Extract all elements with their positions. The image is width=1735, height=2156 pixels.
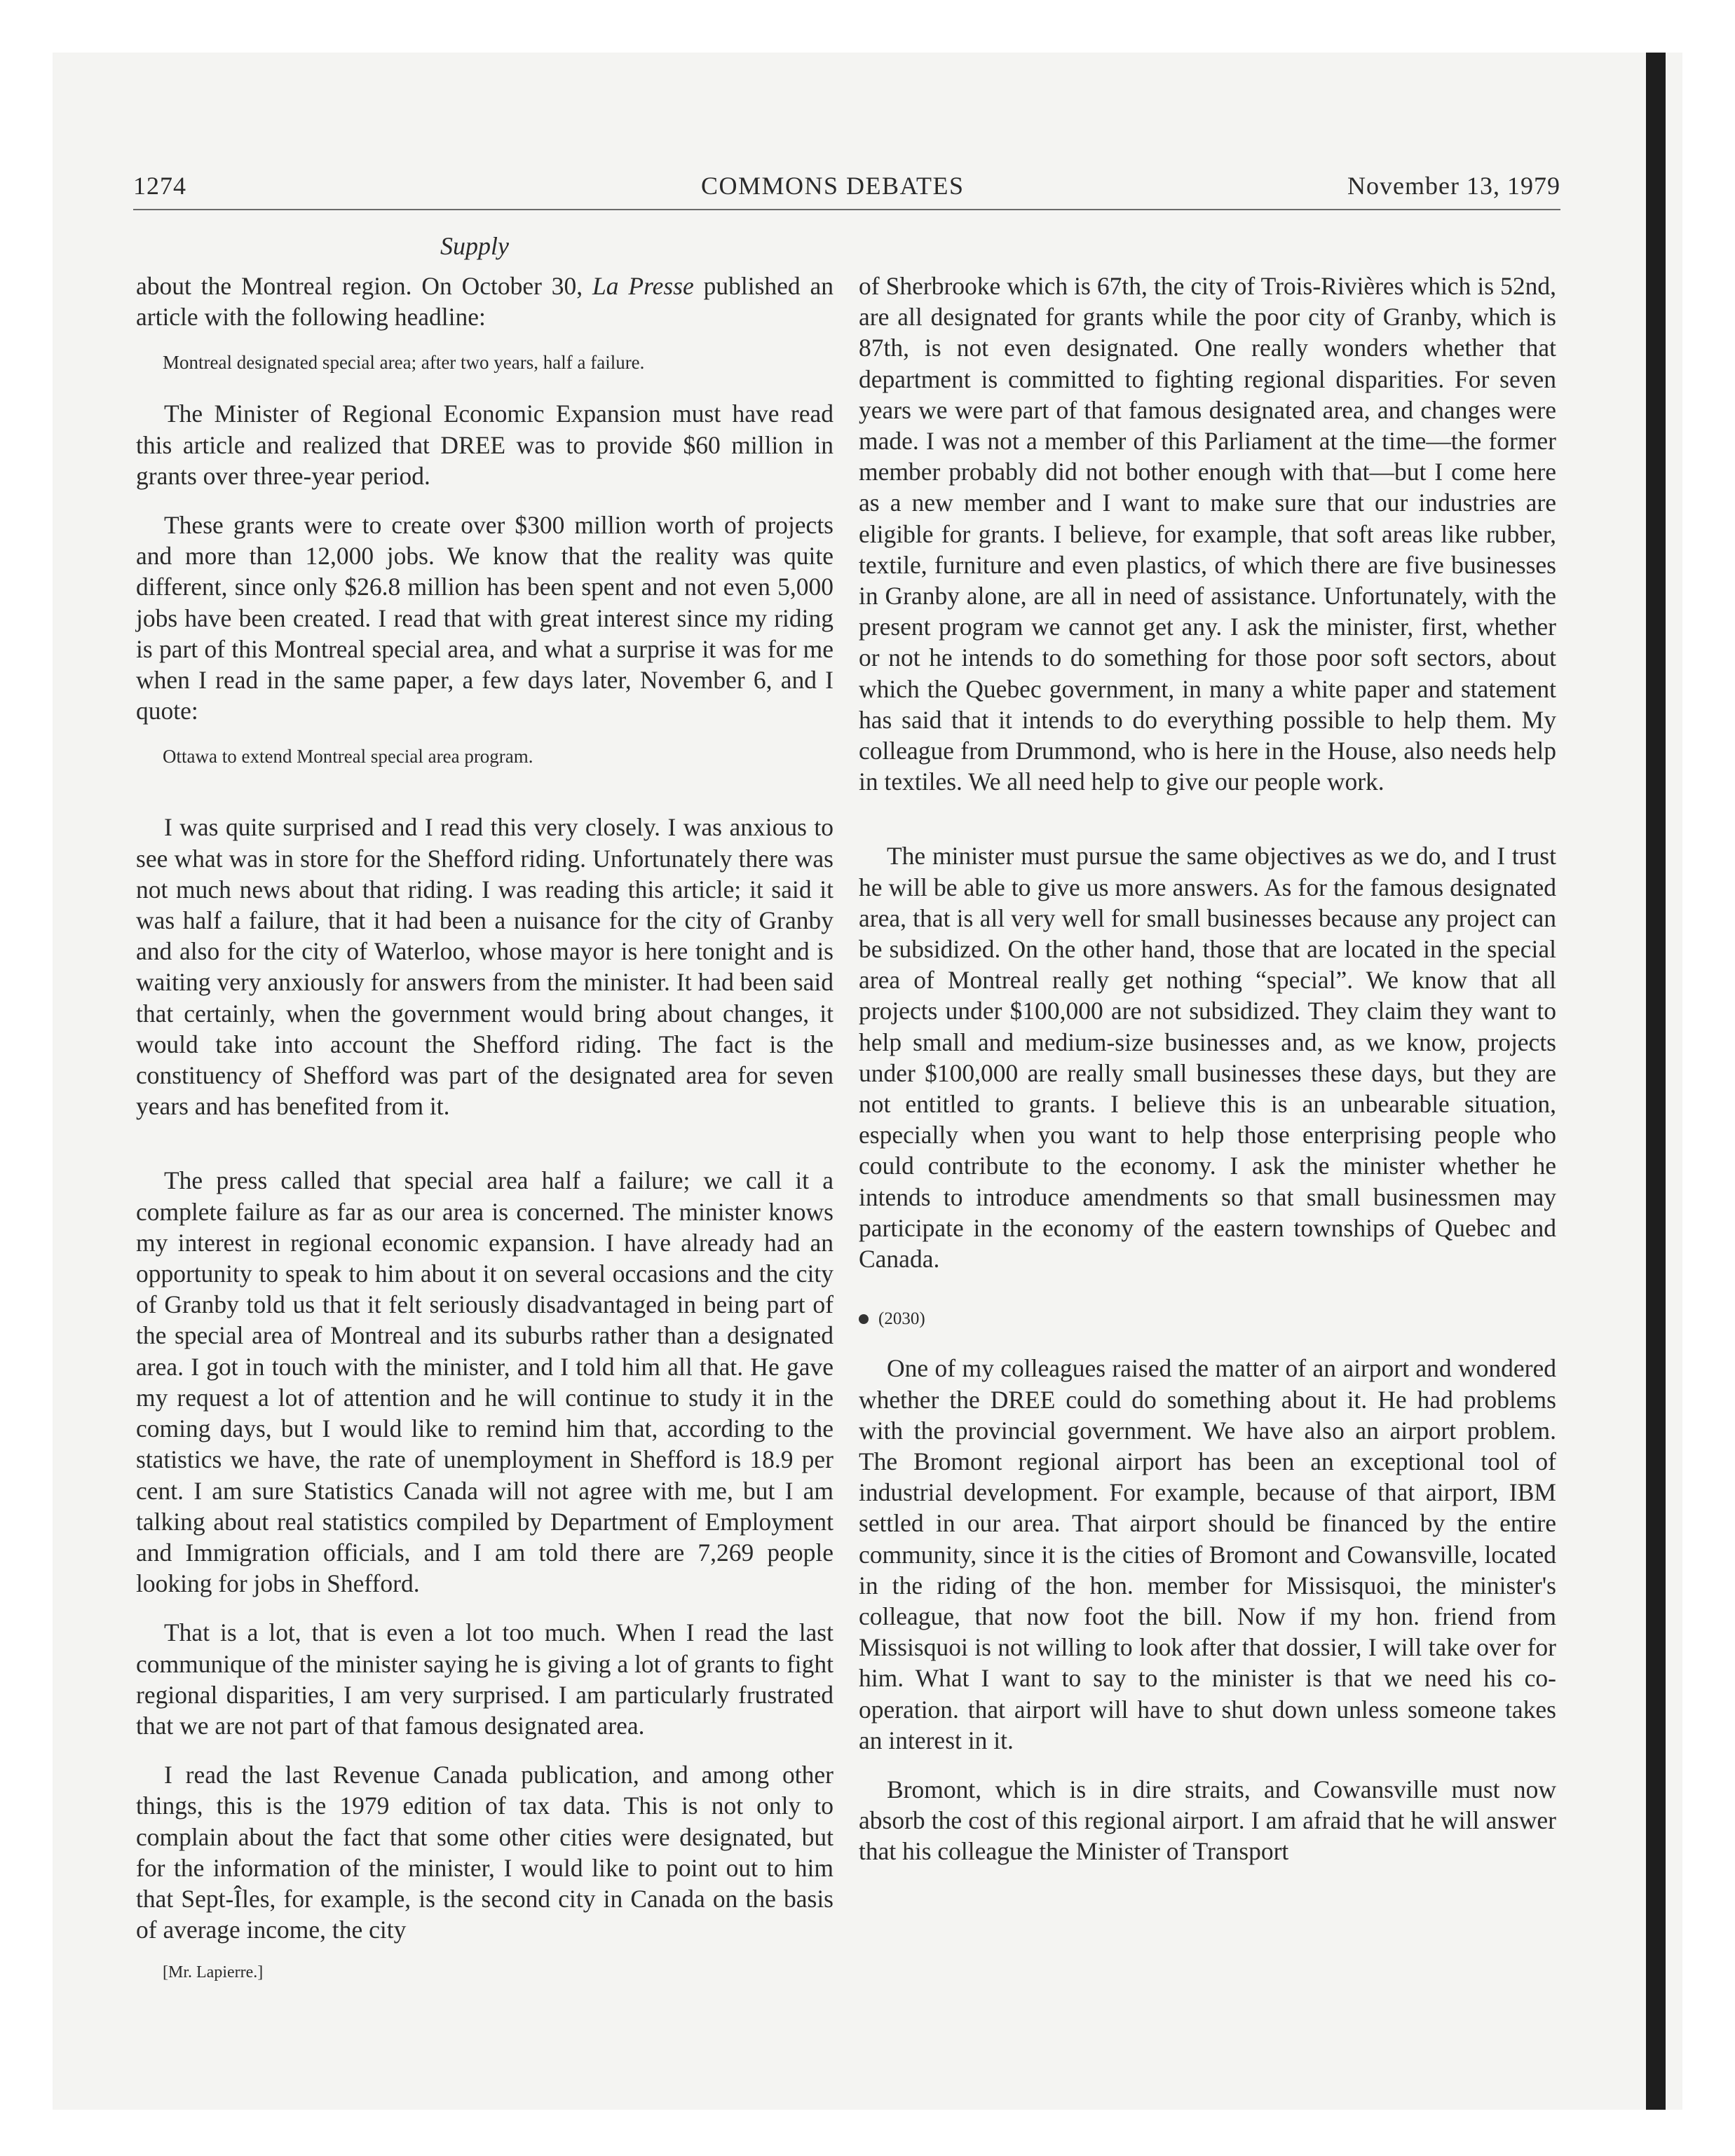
paragraph: These grants were to create over $300 million worth of projects and more than 12,000 jobs. We know that the reality was quite different, since only $26.8 million has been spent and not even 5,000 jobs have been created. I read that with great interest since my riding is part of this Montreal special area, and what a surprise it was for me when I read in the same paper, a few days later, November 6, and I quote: [136,511,834,725]
paragraph: about the Montreal region. On October 30, La Presse published an article with the following headline: [136,272,834,332]
paragraph: Bromont, which is in dire straits, and Cowansville must now absorb the cost of this regional airport. I am afraid that he will answer that his colleague the Minister of Transport [859,1775,1556,1866]
paragraph: I read the last Revenue Canada publication, and among other things, this is the 1979 edition of tax data. This is not only to complain about the fact that some other cities were designated, but for the information of the minister, I would like to point out to him that Sept-Îles, for example, is the second city in Canada on the basis of average income, the city [136,1761,834,1944]
paragraph: One of my colleagues raised the matter of an airport and wondered whether the DREE could do something about it. He had problems with the provincial government. We have also an airport problem. The Bromont regional airport has been an exceptional tool of industrial development. For example, because of that airport, IBM settled in our area. That airport should be financed by the entire community, since it is the cities of Bromont and Cowansville, located in the riding of the hon. member for Missisquoi, the minister's colleague, that now foot the bill. Now if my hon. friend from Missisquoi is not willing to look after that dossier, I will take over for him. What I want to say to the minister is that we need his co-operation. that airport will have to shut down unless someone takes an interest in it. [859,1354,1556,1754]
newspaper-name: La Presse [592,272,694,300]
left-column [136,271,834,1982]
time-marker-label: (2030) [878,1309,925,1329]
journal-title: COMMONS DEBATES [701,172,965,200]
paragraph: The press called that special area half a failure; we call it a complete failure as far as our area is concerned. The minister knows my interest in regional economic expansion. I have already had an opportunity to speak to him about it on several occasions and the city of Granby told us that it felt seriously disadvantaged in being part of the special area of Montreal and its suburbs rather than a designated area. I got in touch with the minister, and I told him all that. He gave my request a lot of attention and he will continue to study it in the coming days, but I would like to remind him that, according to the statistics we have, the rate of unemployment in Shefford is 18.9 per cent. I am sure Statistics Canada will not agree with me, but I am talking about real statistics compiled by Department of Employment and Immigration officials, and I am told there are 7,269 people looking for jobs in Shefford. [136,1166,834,1598]
scan-edge-bar [1646,53,1666,2110]
running-header [133,171,1560,213]
time-marker [859,1309,1556,1329]
paragraph: of Sherbrooke which is 67th, the city of Trois-Rivières which is 52nd, are all designated for grants while the poor city of Granby, which is 87th, is not even designated. One really wonders whether that department is committed to fighting regional disparities. For seven years we were part of that famous designated area, and changes were made. I was not a member of this Parliament at the time—the former member probably did not bother enough with that—but I come here as a new member and I want to make sure that our industries are eligible for grants. I believe, for example, that soft areas like rubber, textile, furniture and even plastics, of which there are five businesses in Granby alone, are all in need of assistance. Unfortunately, with the present program we cannot get any. I ask the minister, first, whether or not he intends to do something for those poor soft sectors, about which the Quebec government, in many a white paper and statement has said that it intends to do everything possible to help them. My colleague from Drummond, who is here in the House, also needs help in textiles. We all need help to give our people work. [859,272,1556,796]
page-number: 1274 [133,172,186,200]
quoted-headline: Montreal designated special area; after two years, half a failure. [163,352,645,374]
section-title: Supply [440,232,509,260]
paragraph: The minister must pursue the same objectives as we do, and I trust he will be able to give us more answers. As for the famous designated area, that is all very well for small businesses because any project can be subsidized. On the other hand, those that are located in the special area of Montreal really get nothing “special”. We know that all projects under $100,000 are not subsidized. They claim they want to help small and medium-size businesses and, as we know, projects under $100,000 are really small businesses these days, but they are not entitled to grants. I believe this is an unbearable situation, especially when you want to help those enterprising people who could contribute to the economy. I ask the minister whether he intends to introduce amendments so that small businessmen may participate in the economy of the eastern townships of Quebec and Canada. [859,842,1556,1274]
right-column [859,271,1556,1885]
header-rule [133,209,1560,210]
quoted-headline: Ottawa to extend Montreal special area program. [163,746,533,767]
paragraph: I was quite surprised and I read this very closely. I was anxious to see what was in store for the Shefford riding. Unfortunately there was not much news about that riding. I was reading this article; it said it was half a failure, that it had been a nuisance for the city of Granby and also for the city of Waterloo, whose mayor is here tonight and is waiting very anxiously for answers from the minister. It had been said that certainly, when the government would bring about changes, it would take into account the Shefford riding. The fact is the constituency of Shefford was part of the designated area for seven years and has benefited from it. [136,813,834,1121]
speaker-attribution: [Mr. Lapierre.] [163,1963,264,1982]
paragraph: That is a lot, that is even a lot too much. When I read the last communique of the minister saying he is giving a lot of grants to fight regional disparities, I am very surprised. I am particularly frustrated that we are not part of that famous designated area. [136,1618,834,1740]
header-date: November 13, 1979 [1347,172,1560,200]
paragraph: The Minister of Regional Economic Expansion must have read this article and realized that DREE was to provide $60 million in grants over three-year period. [136,400,834,490]
bullet-icon [859,1314,869,1324]
